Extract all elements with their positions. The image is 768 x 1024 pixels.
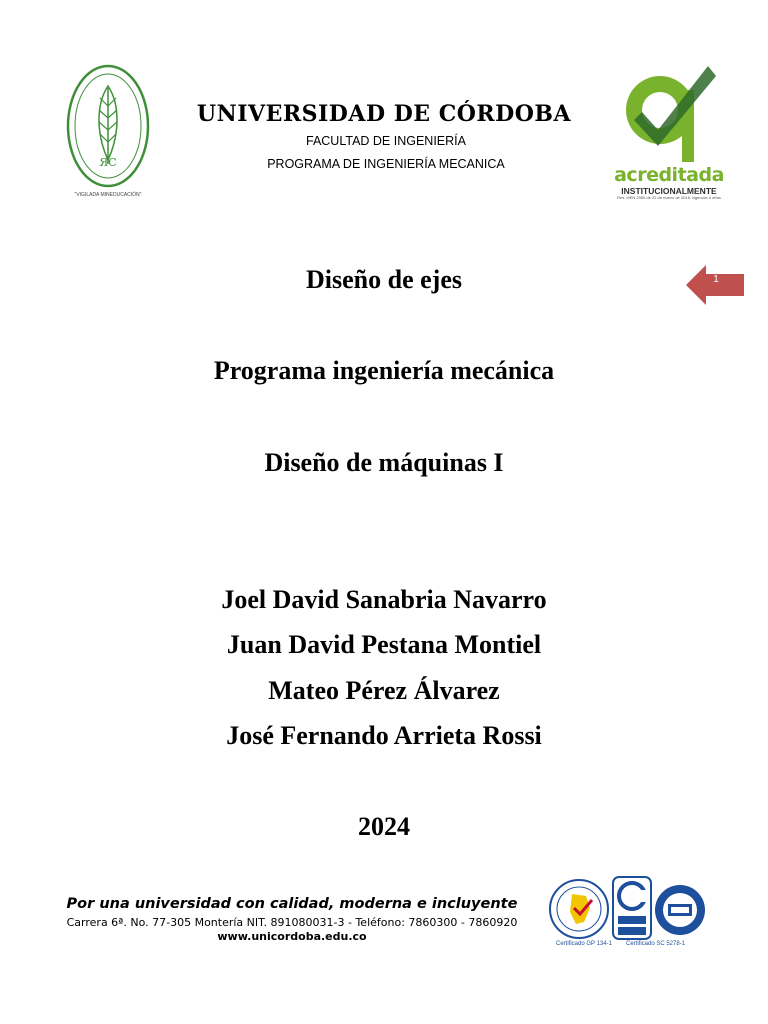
iqnet-certification-icon (654, 884, 706, 936)
author-name: Mateo Pérez Álvarez (268, 676, 500, 705)
author-name: Joel David Sanabria Navarro (221, 585, 547, 614)
year: 2024 (358, 812, 410, 841)
program-title: Programa ingeniería mecánica (213, 356, 555, 385)
author-name: Juan David Pestana Montiel (226, 630, 542, 659)
footer-address: Carrera 6ª. No. 77-305 Montería NIT. 891080031-3 - Teléfono: 7860300 - 7860920 (66, 916, 518, 929)
footer-website-link[interactable]: www.unicordoba.edu.co (217, 930, 367, 943)
svg-text:ЯC: ЯC (99, 156, 117, 169)
university-seal-logo (66, 64, 150, 188)
cert-label: Certificado GP 134-1 (556, 941, 612, 947)
accreditation-subtitle: INSTITUCIONALMENTE (621, 186, 717, 196)
accreditation-note: Res. MEN 2950 de 22 de marzo de 2018, vigencia: 4 años (617, 195, 721, 200)
author-name: José Fernando Arrieta Rossi (226, 721, 542, 750)
program-name: PROGRAMA DE INGENIERÍA MECANICA (267, 157, 505, 171)
footer-slogan: Por una universidad con calidad, moderna e incluyente (66, 896, 518, 912)
comment-number[interactable]: 1 (713, 274, 719, 285)
quality-certification-seal-icon (548, 878, 610, 940)
faculty-name: FACULTAD DE INGENIERÍA (306, 134, 466, 148)
university-name: UNIVERSIDAD DE CÓRDOBA (196, 101, 572, 127)
accreditation-text: acreditada (614, 164, 724, 186)
document-title: Diseño de ejes (306, 265, 462, 294)
icontec-iso-9001-icon (612, 876, 652, 940)
cert-label: Certificado SC 5278-1 (626, 941, 686, 947)
seal-caption: "VIGILADA MINEDUCACIÓN" (74, 192, 142, 198)
course-title: Diseño de máquinas I (264, 448, 504, 477)
